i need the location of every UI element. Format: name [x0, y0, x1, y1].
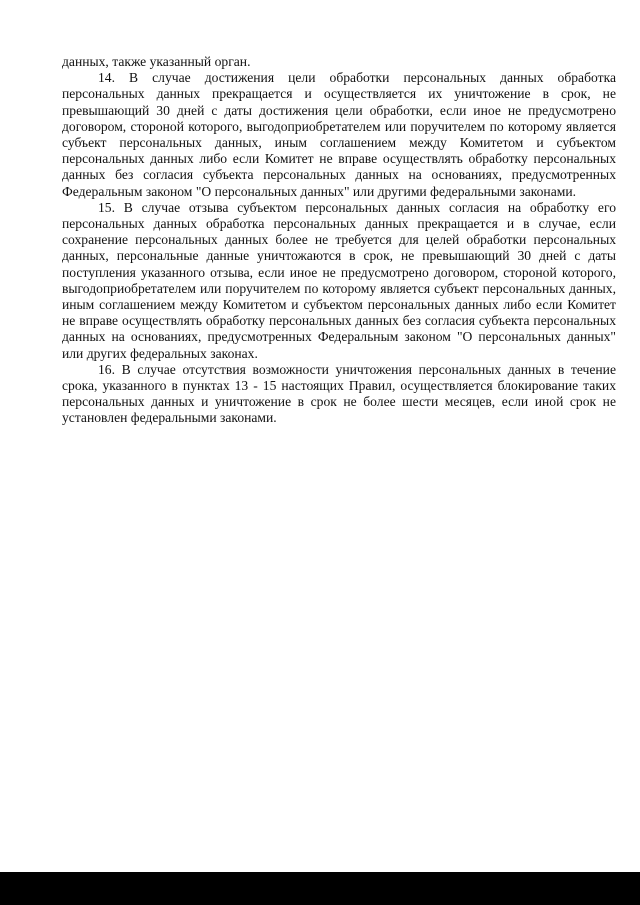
paragraph-continuation: данных, также указанный орган.: [62, 54, 251, 69]
scan-bottom-border: [0, 872, 640, 905]
document-body: [62, 54, 616, 427]
paragraph-14: 14. В случае достижения цели обработки персональных данных обработка персональных данных прекращается и осуществляется их уничтожение в срок, не превышающий 30 дней с даты достижения цели обработки, если иное не предусмотрено договором, стороной которого, выгодоприобретателем или поручителем по которому является субъект персональных данных, иным соглашением между Комитетом и субъектом персональных данных либо если Комитет не вправе осуществлять обработку персональных данных без согласия субъекта персональных данных на основаниях, предусмотренных Федеральным законом "О персональных данных" или другими федеральными законами.: [62, 70, 616, 199]
paragraph-15: 15. В случае отзыва субъектом персональных данных согласия на обработку его персональных данных обработка персональных данных прекращается и в случае, если сохранение персональных данных более не требуется для целей обработки персональных данных, персональные данные уничтожаются в срок, не превышающий 30 дней с даты поступления указанного отзыва, если иное не предусмотрено договором, стороной которого, выгодоприобретателем или поручителем по которому является субъект персональных данных, иным соглашением между Комитетом и субъектом персональных данных либо если Комитет не вправе осуществлять обработку персональных данных без согласия субъекта персональных данных на основаниях, предусмотренных Федеральным законом "О персональных данных" или других федеральных законах.: [62, 199, 616, 361]
paragraph-16: 16. В случае отсутствия возможности уничтожения персональных данных в течение срока, указанного в пунктах 13 - 15 настоящих Правил, осуществляется блокирование таких персональных данных и уничтожение в срок не более шести месяцев, если иной срок не установлен федеральными законами.: [62, 361, 616, 426]
